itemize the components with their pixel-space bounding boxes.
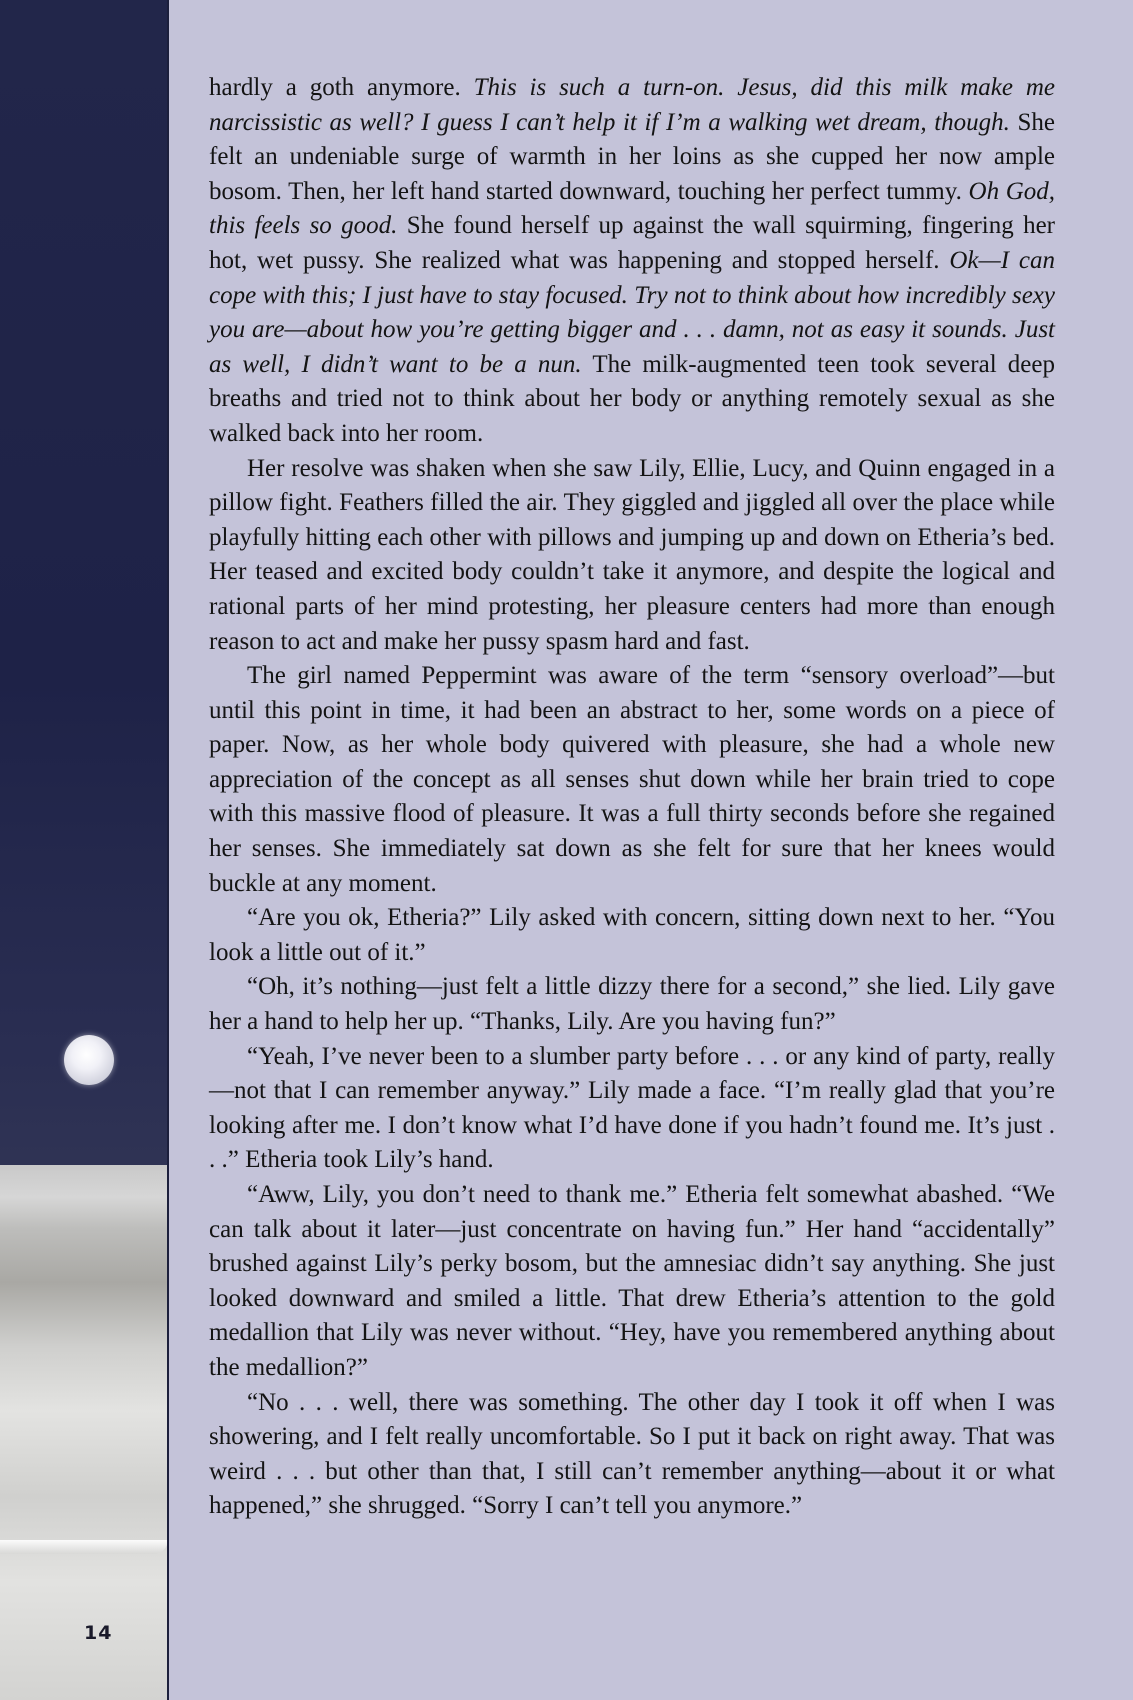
text-span: “Oh, it’s nothing—just felt a little dizzy there for a second,” she lied. Lily gave her a hand to help her up. “Thanks, Lily. Are you having fun?” bbox=[209, 973, 1055, 1036]
text-span: The girl named Peppermint was aware of the term “sensory overload”—but until this point in time, it had been an abstract to her, some words on a piece of paper. Now, as her whole body quivered with pleasure, she had a whole new appreciation of the concept as all senses shut down while her brain tried to cope with this massive flood of pleasure. It was a full thirty seconds before she regained her senses. She immediately sat down as she felt for sure that her knees would buckle at any moment. bbox=[209, 662, 1055, 897]
body-text bbox=[209, 71, 1055, 1524]
paragraph bbox=[209, 659, 1055, 901]
decorative-sidebar bbox=[0, 0, 168, 1700]
paragraph bbox=[209, 1040, 1055, 1178]
text-span: The milk-augmented teen took several deep breaths and tried not to think about her body or anything remotely sexual as she walked back into her room. bbox=[209, 350, 1055, 447]
paragraph bbox=[209, 1178, 1055, 1386]
text-span: She found herself up against the wall squirming, fingering her hot, wet pussy. She realized what was happening and stopped herself. bbox=[209, 212, 1055, 274]
text-span: hardly a goth anymore. bbox=[209, 74, 474, 101]
text-span: Her resolve was shaken when she saw Lily, Ellie, Lucy, and Quinn engaged in a pillow fight. Feathers filled the air. They giggled and jiggled all over the place while playfully hitting each other with pillows and jumping up and down on Etheria’s bed. Her teased and excited body couldn’t take it anymore, and despite the logical and rational parts of her mind protesting, her pleasure centers had more than enough reason to act and make her pussy spasm hard and fast. bbox=[209, 454, 1055, 655]
sidebar-divider bbox=[167, 0, 169, 1700]
paragraph bbox=[209, 452, 1055, 660]
paragraph bbox=[209, 71, 1055, 452]
sidebar-rim-highlight bbox=[0, 1540, 168, 1554]
moon-image bbox=[64, 1035, 114, 1085]
italic-text-span: Ok—I can cope with this; I just have to stay focused. Try not to think about how incredibly sexy you are—about how you’re getting bigger and . . . damn, not as easy it sounds. Just as well, I didn’t want to be a nun. bbox=[209, 246, 1055, 378]
italic-text-span: This is such a turn-on. Jesus, did this milk make me narcissistic as well? I guess I can’t help it if I’m a walking wet dream, though. bbox=[209, 74, 1055, 136]
text-span: “Yeah, I’ve never been to a slumber party before . . . or any kind of party, really—not that I can remember anyway.” Lily made a face. “I’m really glad that you’re looking after me. I don’t know what I’d have done if you hadn’t found me. It’s just . . .” Etheria took Lily’s hand. bbox=[209, 1042, 1055, 1174]
text-span: “No . . . well, there was something. The other day I took it off when I was showering, and I felt really uncomfortable. So I put it back on right away. That was weird . . . but other than that, I still can’t remember anything—about it or what happened,” she shrugged. “Sorry I can’t tell you anymore.” bbox=[209, 1388, 1055, 1520]
paragraph bbox=[209, 901, 1055, 970]
paragraph bbox=[209, 970, 1055, 1039]
page-number: 14 bbox=[84, 1622, 113, 1644]
text-span: “Aww, Lily, you don’t need to thank me.” Etheria felt somewhat abashed. “We can talk about it later—just concentrate on having fun.” Her hand “accidentally” brushed against Lily’s perky bosom, but the amnesiac didn’t say anything. She just looked downward and smiled a little. That drew Etheria’s attention to the gold medallion that Lily was never without. “Hey, have you remembered anything about the medallion?” bbox=[209, 1181, 1055, 1381]
text-span: She felt an undeniable surge of warmth in her loins as she cupped her now ample bosom. Then, her left hand started downward, touching her perfect tummy. bbox=[209, 108, 1056, 205]
text-span: “Are you ok, Etheria?” Lily asked with concern, sitting down next to her. “You look a little out of it.” bbox=[209, 904, 1055, 966]
paragraph bbox=[209, 1386, 1055, 1524]
italic-text-span: Oh God, this feels so good. bbox=[209, 177, 1056, 240]
sidebar-ceramic-image bbox=[0, 1165, 168, 1700]
